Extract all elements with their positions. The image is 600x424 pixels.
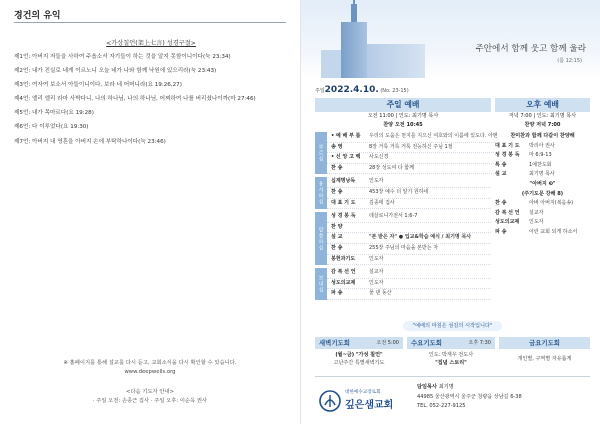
- order-item-name: 찬 송: [331, 188, 343, 195]
- afternoon-sermon-subtitle: (주기도문 강해 8): [521, 190, 564, 197]
- friday-prayer-details: [499, 351, 590, 363]
- verse-item: 제4언: 엘리 엘리 라마 사박다니, 나의 하나님, 나의 하나님, 어찌하여 나를 버리셨나이까(마 27:46): [14, 96, 256, 103]
- order-item-name: 대 표 기 도: [495, 142, 520, 149]
- verse-item: 제5언: 내가 목마르다(요 19:28): [14, 110, 94, 117]
- order-item-name: • 예 배 부 름: [331, 133, 361, 139]
- order-item-value: 물 댄 동산: [369, 290, 392, 297]
- afternoon-rows-bottom: [495, 199, 590, 237]
- next-prayer-title: <다음 기도자 안내>: [125, 389, 175, 395]
- afternoon-sermon-title: "아버지 ❸": [529, 180, 556, 187]
- order-row: [327, 177, 491, 188]
- verse-section: [14, 38, 288, 218]
- order-item-name: 성도의교제: [495, 219, 520, 226]
- afternoon-order-row: [495, 142, 590, 152]
- afternoon-order-row: [495, 170, 590, 180]
- order-item-name: 찬 송: [331, 164, 343, 171]
- dawn-prayer-label: 새벽기도회: [319, 339, 350, 347]
- afternoon-order-row: [495, 151, 590, 161]
- order-row: [327, 199, 491, 210]
- dawn-prayer-details: [315, 351, 403, 367]
- order-item-name: 찬 송: [331, 244, 343, 251]
- afternoon-theme: 찬미찬과 함께 다같이 찬양해: [510, 133, 575, 139]
- afternoon-rows-top: [495, 142, 590, 180]
- order-item-value: 인도자: [529, 219, 544, 226]
- service-section-rows: [327, 132, 498, 174]
- order-item-value: 박리아 권사: [529, 142, 555, 149]
- order-row: [327, 153, 498, 164]
- verse-item: 제2언: 내가 진실로 네게 이르노니 오늘 네가 나와 함께 낙원에 있으리라(눅 23:43): [14, 68, 217, 75]
- order-item-value: 인도자: [369, 279, 384, 286]
- order-row: [327, 188, 491, 199]
- order-item-value: 데살로니가전서 1:6-7: [369, 213, 418, 220]
- service-section: [315, 268, 491, 300]
- morning-groups: [315, 132, 498, 300]
- service-section-label: 용서하심: [315, 177, 327, 209]
- church-address: 44985 울산광역시 울주군 청량읍 상남길 6-38: [417, 394, 522, 400]
- wednesday-prayer-line1: 인도: 박재우 전도사: [428, 352, 474, 358]
- afternoon-service-header: 오후 예배: [495, 98, 590, 112]
- order-item-name: 감 복 선 언: [331, 269, 356, 276]
- order-item-value: 인도자: [369, 255, 384, 262]
- afternoon-order-row: [495, 228, 590, 238]
- order-item-name: 찬 양: [331, 223, 343, 230]
- afternoon-praise-line: 찬양 저녁 7:00: [524, 121, 561, 128]
- title-divider: [14, 22, 286, 23]
- morning-time-line: 오전 11:00 | 인도: 최기명 목사: [367, 113, 439, 119]
- order-item-name: 성도의교제: [331, 279, 356, 286]
- verse-item: 제6언: 다 이루었다(요 19:30): [14, 124, 89, 131]
- afternoon-order-row: [495, 218, 590, 228]
- pastor-label: 담임목사: [417, 384, 438, 390]
- order-row: [327, 132, 498, 143]
- church-name: 깊은샘교회: [345, 400, 394, 411]
- date-prefix: 주일: [315, 88, 325, 94]
- order-item-value: 설교자: [529, 209, 544, 216]
- morning-service-order: [315, 112, 498, 300]
- wednesday-prayer-time: 오후 7:30: [468, 340, 491, 346]
- pastor-name: 최기명: [438, 384, 454, 390]
- dawn-prayer-line2: 고난주간 특별새벽기도: [333, 360, 385, 366]
- service-section-label: 보내심: [315, 268, 327, 300]
- order-item-value: 28장 성도여 다 함께: [369, 164, 414, 171]
- service-section-rows: [327, 212, 491, 265]
- afternoon-order-row: [495, 199, 590, 209]
- order-item-name: 감 복 선 언: [495, 209, 520, 216]
- banner-reference: (롬 12:15): [557, 58, 582, 64]
- bulletin-number: (No. 23-15): [380, 88, 409, 94]
- order-item-value: "본 받은 자" ● 입교&학습 예식 / 최기명 목사: [369, 234, 472, 241]
- order-item-name: 특 송: [495, 161, 507, 168]
- banner-motto: 주안에서 함께 웃고 함께 울라: [475, 44, 586, 54]
- building-image: [321, 50, 343, 78]
- church-building-image: [367, 44, 425, 78]
- friday-prayer-label: 금요기도회: [529, 339, 560, 347]
- order-item-value: 이런 교회 되게 하소서: [529, 228, 578, 235]
- order-item-value: 인도자: [369, 178, 384, 185]
- service-section-label: 말씀하심: [315, 212, 327, 265]
- order-item-name: 십계명낭독: [331, 178, 356, 185]
- order-row: [327, 268, 491, 279]
- homepage-note-text: ※ 홈페이지를 통해 설교를 다시 듣고, 교회소식을 다시 확인할 수 있습니다.: [63, 360, 237, 366]
- homepage-note: [14, 359, 286, 376]
- service-section-rows: [327, 268, 491, 300]
- order-item-value: 마 6:9-13: [529, 152, 552, 159]
- afternoon-order-row: [495, 209, 590, 219]
- verse-item: 제3언: 여자여 보소서 아들이니이다, 보라 네 어머니라(요 19:26,27): [14, 82, 182, 89]
- order-item-value: [369, 223, 491, 233]
- tower-image: [341, 22, 367, 78]
- order-row: [327, 255, 491, 266]
- senior-pastor: [417, 383, 454, 390]
- order-item-name: 성 경 봉 독: [331, 213, 356, 220]
- morning-service-header: 주일 예배: [315, 98, 491, 112]
- dawn-prayer-header: [315, 337, 403, 349]
- morning-praise-line: 찬양 오전 10:45: [383, 121, 423, 128]
- church-phone: TEL. 052-227-9125: [417, 403, 466, 409]
- order-item-name: • 신 앙 고 백: [331, 154, 361, 161]
- friday-prayer-header: [499, 337, 590, 349]
- afternoon-time-line: 저녁 7:00 | 인도: 최기명 목사: [508, 113, 577, 119]
- church-logo-icon: [319, 390, 341, 412]
- denomination-name: 대한예수교장로회: [345, 390, 381, 395]
- order-row: [327, 289, 491, 300]
- order-item-value: 255장 주님의 마음을 본받는 자: [369, 244, 439, 251]
- afternoon-order-row: [495, 161, 590, 171]
- service-quote: [315, 322, 590, 329]
- right-page: [301, 0, 600, 424]
- friday-prayer-line1: 개인별, 구역별 자유롭게: [517, 356, 572, 362]
- church-contact: [417, 393, 522, 411]
- order-item-value: 설교자: [369, 269, 384, 276]
- wednesday-prayer-label: 수요기도회: [411, 339, 442, 347]
- service-section-label: 부르심: [315, 132, 327, 174]
- service-section: [315, 177, 491, 209]
- order-item-value: 8장 거룩 거룩 거룩 전능하신 주님 1절: [369, 143, 453, 150]
- bulletin-date: [315, 85, 409, 95]
- order-item-name: 찬 송: [495, 200, 507, 207]
- verse-heading: <가상칠언(架上七言) 성경구절>: [106, 40, 196, 47]
- order-row: [327, 244, 491, 255]
- order-row: [327, 223, 491, 234]
- order-item-value: 우리의 도움은 천지를 지으신 여호와의 이름에 있도다. 아멘: [369, 133, 498, 139]
- order-row: [327, 212, 491, 223]
- afternoon-service-order: [495, 112, 590, 238]
- service-section: [315, 212, 491, 265]
- verse-item: 제1언: 아버지 저들을 사하여 주옵소서 자기들이 하는 것을 알지 못함이니이다(눅 23:34): [14, 54, 231, 60]
- order-row: [327, 164, 498, 175]
- wednesday-prayer-header: [407, 337, 495, 349]
- order-item-value: 사도신경: [369, 154, 389, 161]
- order-row: [327, 143, 498, 154]
- order-item-name: 파 송: [331, 290, 343, 297]
- order-row: [327, 233, 491, 244]
- order-item-value: 김종태 집사: [369, 199, 395, 206]
- order-item-name: 송 영: [331, 143, 343, 150]
- order-item-value: 1예찬도회: [529, 161, 552, 168]
- next-prayer-info: [14, 388, 286, 405]
- next-prayer-line: · 주일 오전: 손종근 집사 · 주일 오후: 이순옥 권사: [92, 397, 208, 404]
- left-page-title: 경건의 유익: [14, 11, 61, 21]
- order-item-name: 성 경 봉 독: [495, 152, 520, 159]
- service-section-rows: [327, 177, 491, 209]
- order-item-name: 설 교: [495, 171, 507, 178]
- wednesday-prayer-details: [407, 351, 495, 367]
- order-item-name: 설 교: [331, 234, 343, 241]
- dawn-prayer-line1: (월~금) "가성 칠언": [335, 352, 383, 358]
- steeple-image: [351, 4, 357, 24]
- order-item-name: 봉헌과기도: [331, 255, 356, 262]
- order-item-name: 대 표 기 도: [331, 199, 356, 206]
- church-footer: [315, 376, 590, 420]
- verse-item: 제7언: 아버지 내 영혼을 아버지 손에 부탁하나이다(눅 23:46): [14, 138, 166, 145]
- order-item-value: 아버 아버지(복음송): [529, 200, 574, 207]
- order-item-name: 파 송: [495, 228, 507, 235]
- service-section: [315, 132, 498, 174]
- date-value: 2022.4.10.: [324, 85, 379, 95]
- wednesday-prayer-line2: "집념 스토리": [435, 360, 467, 366]
- order-row: [327, 279, 491, 290]
- order-item-value: 최기명 목사: [529, 171, 555, 178]
- order-item-value: 453장 예수 더 알기 원하네: [369, 188, 429, 195]
- homepage-url[interactable]: www.deepwells.org: [124, 368, 176, 375]
- church-banner: [301, 0, 600, 78]
- dawn-prayer-time: 오전 5:00: [376, 340, 399, 346]
- service-quote-text: "예배의 마침은 섬김의 시작입니다": [403, 321, 503, 331]
